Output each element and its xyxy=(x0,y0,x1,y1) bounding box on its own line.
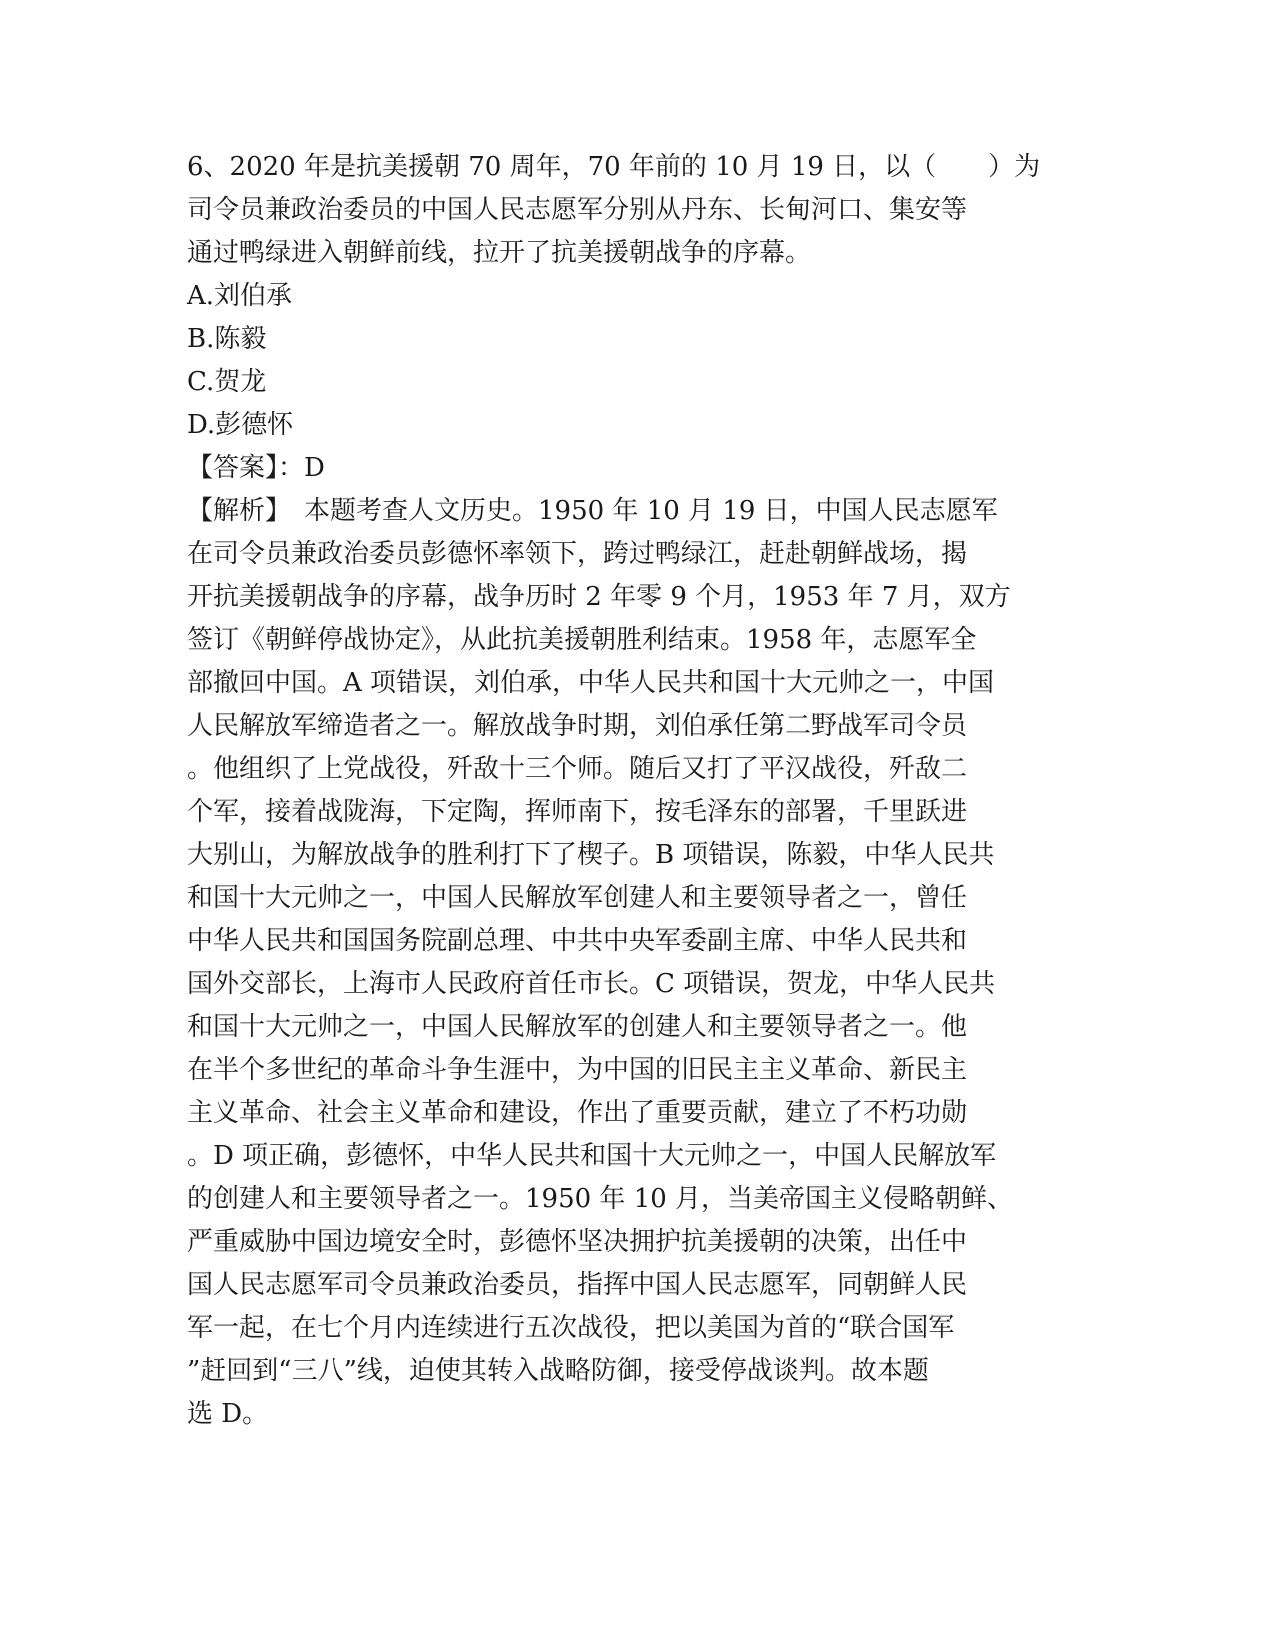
analysis-line: 【解析】 本题考查人文历史。1950 年 10 月 19 日，中国人民志愿军 xyxy=(187,496,998,526)
analysis-line: 严重威胁中国边境安全时，彭德怀坚决拥护抗美援朝的决策，出任中 xyxy=(187,1227,968,1257)
analysis-line: 部撤回中国。A 项错误，刘伯承，中华人民共和国十大元帅之一，中国 xyxy=(187,668,995,698)
option-a: A.刘伯承 xyxy=(187,281,293,311)
question-content xyxy=(187,146,1087,1436)
analysis-line: 个军，接着战陇海，下定陶，挥师南下，按毛泽东的部署，千里跃进 xyxy=(187,797,968,827)
analysis-line: 大别山，为解放战争的胜利打下了楔子。B 项错误，陈毅，中华人民共 xyxy=(187,840,995,870)
analysis-line: ”赶回到“三八”线，迫使其转入战略防御，接受停战谈判。故本题 xyxy=(187,1356,929,1386)
question-stem xyxy=(187,146,1087,275)
option-list xyxy=(187,275,1087,447)
analysis-block xyxy=(187,490,1087,1436)
analysis-line: 。他组织了上党战役，歼敌十三个师。随后又打了平汉战役，歼敌二 xyxy=(187,754,968,784)
analysis-line: 的创建人和主要领导者之一。1950 年 10 月，当美帝国主义侵略朝鲜、 xyxy=(187,1184,1014,1214)
analysis-line: 中华人民共和国国务院副总理、中共中央军委副主席、中华人民共和 xyxy=(187,926,968,956)
question-line: 司令员兼政治委员的中国人民志愿军分别从丹东、长甸河口、集安等 xyxy=(187,195,968,225)
analysis-line: 和国十大元帅之一，中国人民解放军创建人和主要领导者之一，曾任 xyxy=(187,883,968,913)
analysis-line: 开抗美援朝战争的序幕，战争历时 2 年零 9 个月，1953 年 7 月，双方 xyxy=(187,582,1011,612)
analysis-line: 选 D。 xyxy=(187,1399,269,1429)
analysis-line: 在半个多世纪的革命斗争生涯中，为中国的旧民主主义革命、新民主 xyxy=(187,1055,968,1085)
question-line: 6、2020 年是抗美援朝 70 周年，70 年前的 10 月 19 日，以（ ）为 xyxy=(187,152,1041,182)
analysis-line: 。D 项正确，彭德怀，中华人民共和国十大元帅之一，中国人民解放军 xyxy=(187,1141,997,1171)
analysis-line: 在司令员兼政治委员彭德怀率领下，跨过鸭绿江，赶赴朝鲜战场，揭 xyxy=(187,539,968,569)
analysis-line: 人民解放军缔造者之一。解放战争时期，刘伯承任第二野战军司令员 xyxy=(187,711,968,741)
option-d: D.彭德怀 xyxy=(187,410,294,440)
question-line: 通过鸭绿进入朝鲜前线，拉开了抗美援朝战争的序幕。 xyxy=(187,238,812,268)
option-c: C.贺龙 xyxy=(187,367,267,397)
analysis-line: 主义革命、社会主义革命和建设，作出了重要贡献，建立了不朽功勋 xyxy=(187,1098,968,1128)
analysis-line: 签订《朝鲜停战协定》，从此抗美援朝胜利结束。1958 年，志愿军全 xyxy=(187,625,977,655)
analysis-line: 国外交部长，上海市人民政府首任市长。C 项错误，贺龙，中华人民共 xyxy=(187,969,996,999)
analysis-line: 国人民志愿军司令员兼政治委员，指挥中国人民志愿军，同朝鲜人民 xyxy=(187,1270,968,1300)
option-b: B.陈毅 xyxy=(187,324,267,354)
analysis-line: 和国十大元帅之一，中国人民解放军的创建人和主要领导者之一。他 xyxy=(187,1012,968,1042)
answer-line: 【答案】：D xyxy=(187,453,325,483)
analysis-line: 军一起，在七个月内连续进行五次战役，把以美国为首的“联合国军 xyxy=(187,1313,955,1343)
